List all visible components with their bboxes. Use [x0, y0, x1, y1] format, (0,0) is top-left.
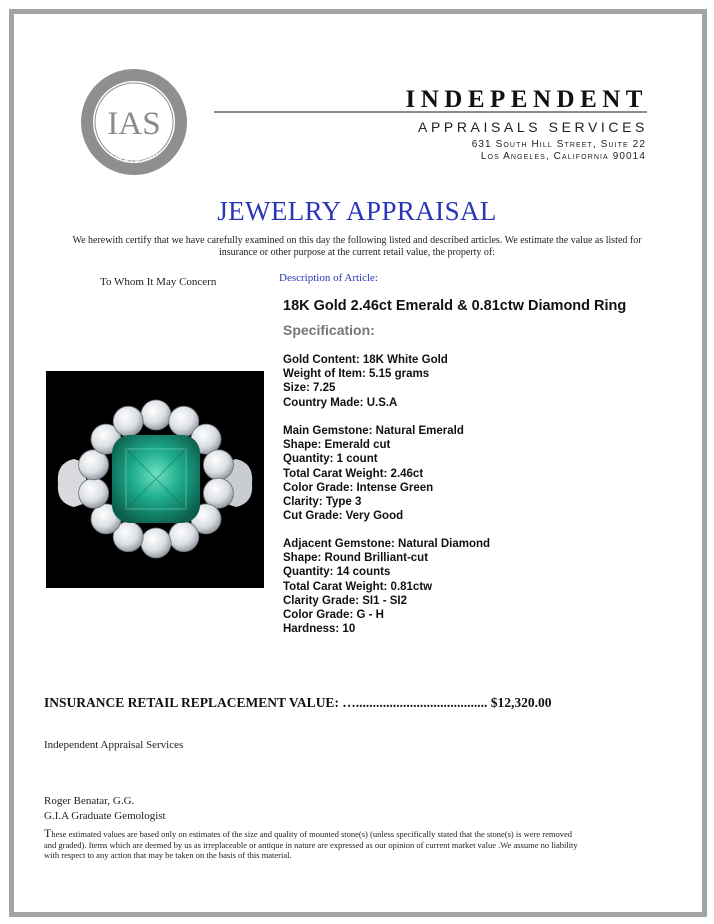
disclaimer [44, 828, 584, 861]
signer-title: G.I.A Graduate Gemologist [44, 810, 166, 822]
spec-line: Clarity: Type 3 [283, 496, 362, 509]
logo-ring-text: Appraisal [109, 147, 161, 165]
spec-line: Main Gemstone: Natural Emerald [283, 425, 464, 437]
spec-line: Total Carat Weight: 2.46ct [283, 467, 424, 480]
spec-general [283, 353, 448, 410]
insurance-value: INSURANCE RETAIL REPLACEMENT VALUE: …....................................... $12,320.00 [44, 695, 552, 710]
diamond-stone [169, 522, 199, 552]
item-name: 18K Gold 2.46ct Emerald & 0.81ctw Diamond Ring [283, 298, 627, 314]
spec-line: Total Carat Weight: 0.81ctw [283, 580, 433, 593]
spec-line: Shape: Round Brilliant-cut [283, 552, 429, 565]
spec-line: Color Grade: G - H [283, 609, 384, 622]
description-label: Description of Article: [279, 272, 378, 284]
spec-line: Hardness: 10 [283, 623, 356, 636]
diamond-stone [141, 400, 171, 430]
specification-label: Specification: [283, 322, 375, 338]
diamond-stone [203, 450, 233, 480]
disclaimer-first-letter: T [44, 826, 52, 840]
diamond-stone [79, 478, 109, 508]
spec-adjacent-gemstone [283, 537, 490, 636]
ias-logo [78, 66, 190, 178]
diamond-stone [113, 406, 143, 436]
spec-line: Cut Grade: Very Good [283, 510, 404, 523]
ring-photo [46, 371, 264, 588]
address-line-2: Los Angeles, California 90014 [480, 151, 646, 162]
spec-line: Size: 7.25 [283, 382, 336, 395]
disclaimer-text: hese estimated values are based only on estimates of the size and quality of mounted stone(s) (unless specifically stated that the stone(s) is were removed and graded). Items which are deemed by us as irreplaceable or antique in nature are expressed as our opinion of current market value .We assume no liability with respect to any action that may be taken on the basis of this material. [44, 829, 578, 860]
signer-name: Roger Benatar, G.G. [44, 795, 135, 807]
spec-line: Shape: Emerald cut [283, 439, 391, 452]
company-subtitle: APPRAISALS SERVICES [418, 119, 648, 135]
company-signoff: Independent Appraisal Services [44, 739, 184, 751]
page-title: JEWELRY APPRAISAL [217, 196, 497, 226]
diamond-stone [141, 528, 171, 558]
spec-main-gemstone [283, 424, 464, 523]
spec-line: Country Made: U.S.A [283, 396, 398, 409]
logo-monogram: IAS [107, 106, 161, 142]
certification-text: We herewith certify that we have carefully examined on this day the following listed and described articles. We estimate the value as listed for insurance or other purpose at the current retail value, the property of: [72, 235, 642, 258]
spec-line: Quantity: 1 count [283, 453, 378, 466]
spec-line: Weight of Item: 5.15 grams [283, 368, 430, 381]
signer-block [44, 794, 166, 824]
spec-line: Gold Content: 18K White Gold [283, 354, 448, 366]
spec-line: Adjacent Gemstone: Natural Diamond [283, 538, 491, 550]
address-line-1: 631 South Hill Street, Suite 22 [471, 139, 646, 150]
spec-line: Color Grade: Intense Green [283, 481, 434, 494]
spec-line: Clarity Grade: SI1 - SI2 [283, 594, 407, 607]
spec-line: Quantity: 14 counts [283, 566, 391, 579]
recipient: To Whom It May Concern [100, 276, 217, 288]
company-name: INDEPENDENT [405, 86, 648, 113]
